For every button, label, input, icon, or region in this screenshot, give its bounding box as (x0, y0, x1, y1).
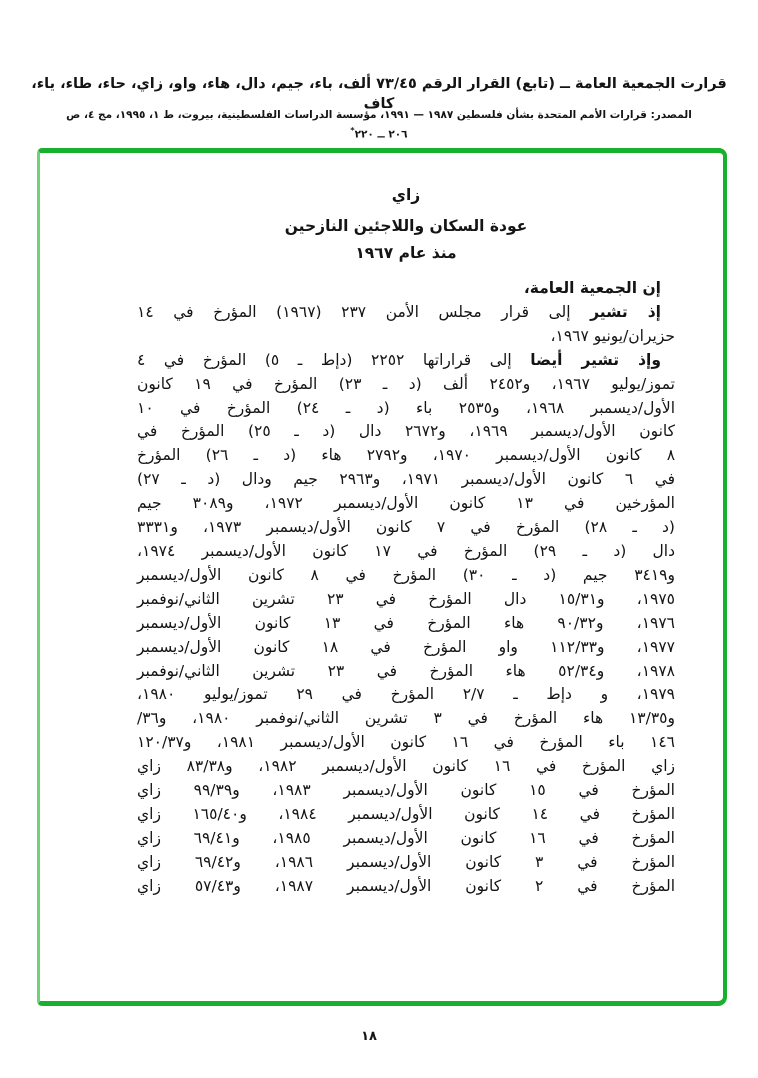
resolution-content-box (37, 148, 727, 1006)
body-line: المؤرخ في ١٥ كانون الأول/ديسمبر ١٩٨٣، و٩٩/٣٩ زاي (137, 781, 675, 800)
body-line: المؤرخ في ٢ كانون الأول/ديسمبر ١٩٨٧، و٥٧/٤٣ زاي (137, 876, 675, 895)
body-line: الأول/ديسمبر ١٩٦٨، و٢٥٣٥ باء (د ـ ٢٤) المؤرخ في ١٠ (137, 398, 676, 417)
body-line: ٨ كانون الأول/ديسمبر ١٩٧٠، و٢٧٩٢ هاء (د ـ ٢٦) المؤرخ (137, 446, 676, 465)
body-line: و٣٤١٩ جيم (د ـ ٣٠) المؤرخ في ٨ كانون الأول/ديسمبر (137, 565, 675, 584)
body-line: تموز/يوليو ١٩٦٧، و٢٤٥٢ ألف (د ـ ٢٣) المؤرخ في ١٩ كانون (137, 374, 675, 393)
body-line: زاي المؤرخ في ١٦ كانون الأول/ديسمبر ١٩٨٢، و٨٣/٣٨ زاي (137, 757, 675, 776)
body-line: ١٩٧٧، و١١٢/٣٣ واو المؤرخ في ١٨ كانون الأول/ديسمبر (137, 637, 675, 656)
body-line: دال (د ـ ٢٩) المؤرخ في ١٧ كانون الأول/ديسمبر ١٩٧٤، (137, 541, 675, 560)
resolution-title: عودة السكان واللاجئين النازحين (284, 217, 528, 235)
body-line: ١٤٦ باء المؤرخ في ١٦ كانون الأول/ديسمبر ١٩٨١، و١٢٠/٣٧ (137, 733, 676, 752)
body-line: إن الجمعية العامة، (523, 279, 661, 297)
body-line: حزيران/يونيو ١٩٦٧، (550, 326, 675, 345)
source-line (60, 107, 698, 143)
body-line: كانون الأول/ديسمبر ١٩٦٩، و٢٦٧٢ دال (د ـ ٢٥) المؤرخ في (137, 422, 676, 441)
body-line: وإذ تشير أيضا إلى قراراتها ٢٢٥٢ (دإط ـ ٥) المؤرخ في ٤ (137, 350, 661, 369)
document-body (137, 277, 675, 899)
body-line: المؤرخ في ١٤ كانون الأول/ديسمبر ١٩٨٤، و١٦٥/٤٠ زاي (137, 804, 676, 823)
body-line: ١٩٧٦، و٩٠/٣٢ هاء المؤرخ في ١٣ كانون الأول/ديسمبر (137, 613, 675, 632)
body-line: ١٩٧٩، و دإط ـ ٢/٧ المؤرخ في ٢٩ تموز/يوليو ١٩٨٠، (137, 685, 675, 704)
body-line: ١٩٧٥، و١٥/٣١ دال المؤرخ في ٢٣ تشرين الثاني/نوفمبر (137, 589, 676, 608)
body-line: المؤرخ في ١٦ كانون الأول/ديسمبر ١٩٨٥، و٦٩/٤١ زاي (137, 828, 675, 847)
body-line: المؤرخ في ٣ كانون الأول/ديسمبر ١٩٨٦، و٦٩/٤٢ زاي (137, 852, 675, 871)
page-number: ١٨ (361, 1029, 377, 1044)
body-line: في ٦ كانون الأول/ديسمبر ١٩٧١، و٢٩٦٣ جيم ودال (د ـ ٢٧) (137, 470, 676, 489)
body-line: المؤرخين في ١٣ كانون الأول/ديسمبر ١٩٧٢، و٣٠٨٩ جيم (137, 494, 675, 513)
resolution-subtitle: منذ عام ١٩٦٧ (355, 244, 457, 262)
footnote-marker: * (350, 126, 355, 135)
source-line-text: المصدر: قرارات الأمم المتحدة بشأن فلسطين ١٩٨٧ — ١٩٩١، مؤسسة الدراسات الفلسطينية، بيروت، ط ١، ١٩٩٥، مج ٤، ص ٢٠٦ ــ ٢٢٠ (66, 109, 692, 141)
section-letter: زاي (391, 186, 421, 204)
body-line: إذ تشير إلى قرار مجلس الأمن ٢٣٧ (١٩٦٧) المؤرخ في ١٤ (137, 302, 661, 321)
page-header-title: قرارت الجمعية العامة ــ (تابع) القرار الرقم ٧٣/٤٥ ألف، باء، جيم، دال، هاء، واو، زاي، حاء، طاء، ياء، كاف (31, 76, 727, 112)
body-line: و١٣/٣٥ هاء المؤرخ في ٣ تشرين الثاني/نوفمبر ١٩٨٠، و٣٦/ (137, 709, 675, 728)
body-line: (د ـ ٢٨) المؤرخ في ٧ كانون الأول/ديسمبر ١٩٧٣، و٣٣٣١ (137, 518, 675, 537)
body-line: ١٩٧٨، و٥٢/٣٤ هاء المؤرخ في ٢٣ تشرين الثاني/نوفمبر (137, 661, 675, 680)
